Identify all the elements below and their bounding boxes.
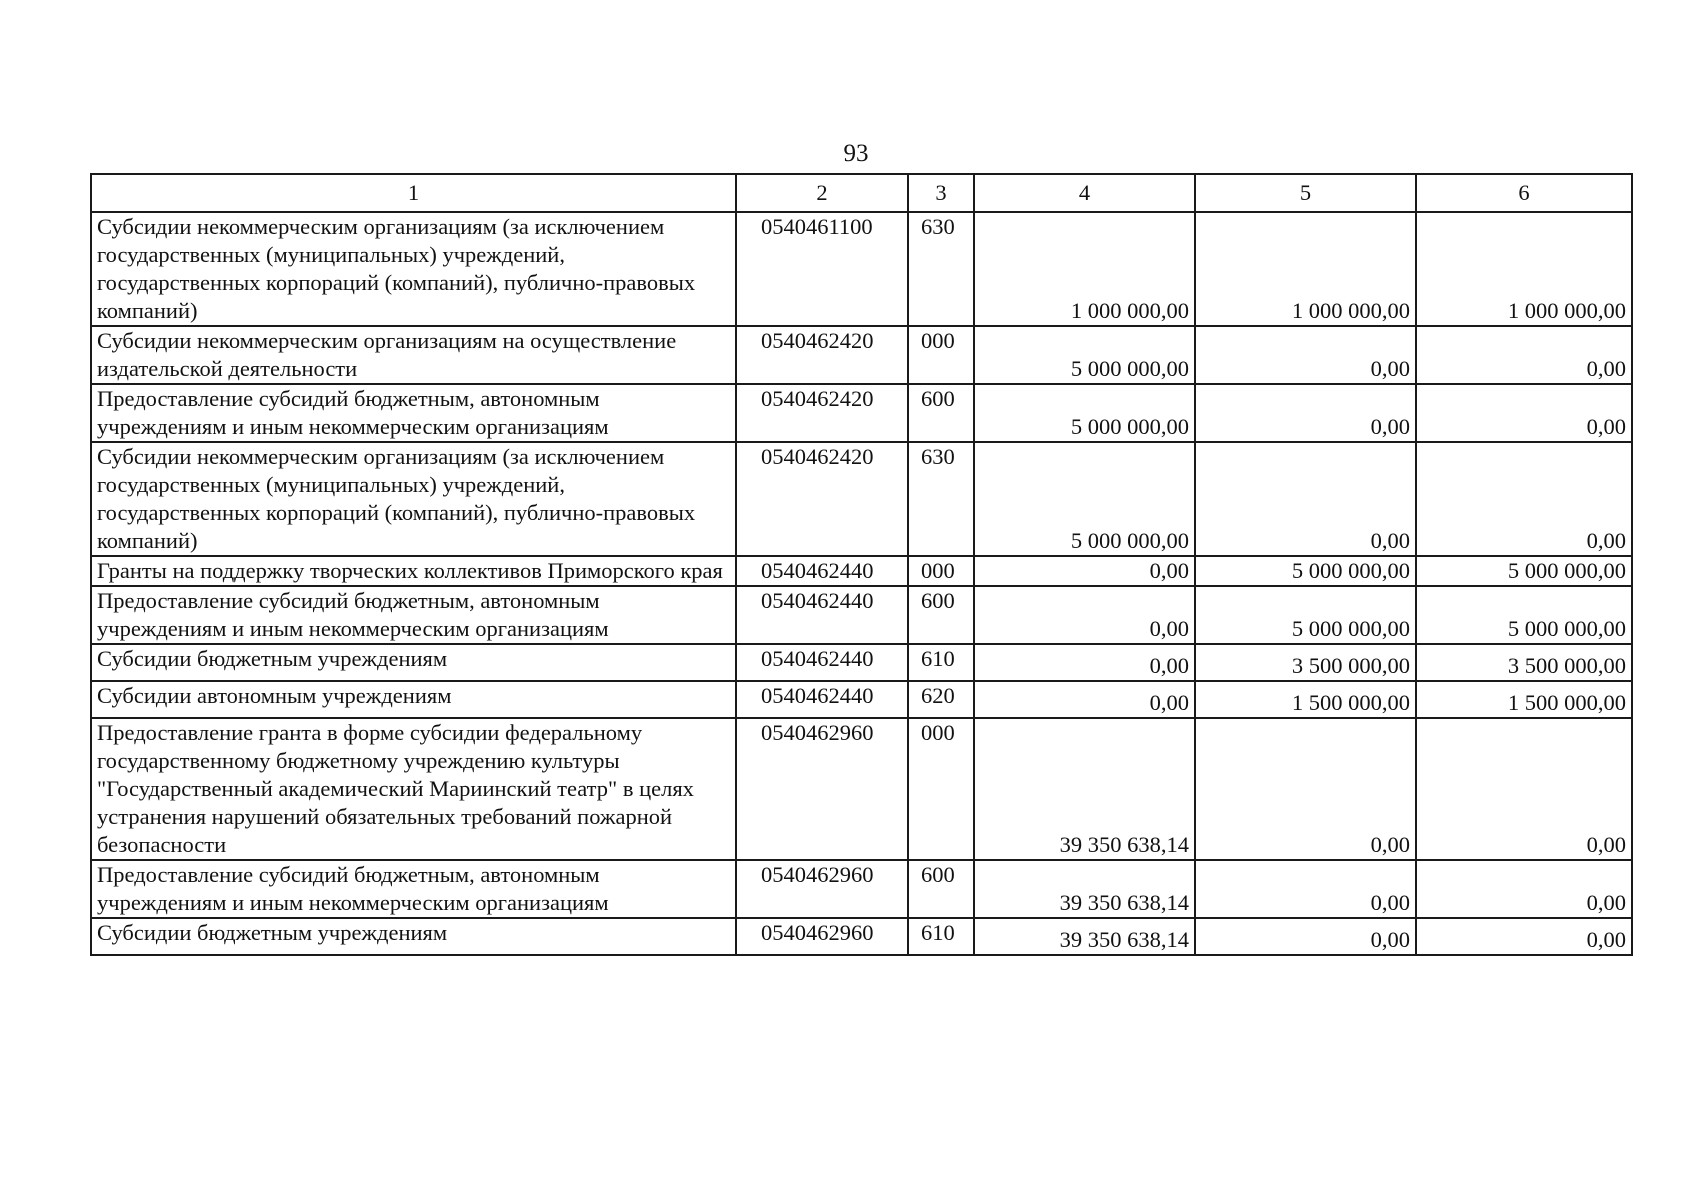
row-amount-col4: 39 350 638,14	[974, 860, 1195, 918]
column-header: 5	[1195, 174, 1416, 212]
table-row	[91, 718, 1632, 860]
column-header: 4	[974, 174, 1195, 212]
row-amount-col6: 0,00	[1416, 718, 1632, 860]
row-amount-col4: 5 000 000,00	[974, 326, 1195, 384]
row-code-cell: 0540462420	[736, 326, 908, 384]
row-expense-type-cell: 600	[908, 586, 974, 644]
row-code-cell: 0540462440	[736, 586, 908, 644]
row-name-cell: Предоставление субсидий бюджетным, автономным учреждениям и иным некоммерческим организациям	[91, 860, 736, 918]
column-header: 1	[91, 174, 736, 212]
row-code-cell: 0540462420	[736, 384, 908, 442]
row-amount-col5: 0,00	[1195, 326, 1416, 384]
row-amount-col6: 5 000 000,00	[1416, 586, 1632, 644]
table-row	[91, 556, 1632, 586]
row-code-cell: 0540462420	[736, 442, 908, 556]
row-amount-col4: 0,00	[974, 586, 1195, 644]
row-amount-col6: 0,00	[1416, 860, 1632, 918]
column-header: 6	[1416, 174, 1632, 212]
row-name-cell: Субсидии некоммерческим организациям (за исключением государственных (муниципальных) учреждений, государственных корпораций (компаний), публично-правовых компаний)	[91, 442, 736, 556]
row-amount-col4: 39 350 638,14	[974, 918, 1195, 955]
row-name-cell: Гранты на поддержку творческих коллективов Приморского края	[91, 556, 736, 586]
table-header-row	[91, 174, 1632, 212]
row-name-cell: Предоставление субсидий бюджетным, автономным учреждениям и иным некоммерческим организациям	[91, 384, 736, 442]
row-name-cell: Предоставление гранта в форме субсидии федеральному государственному бюджетному учреждению культуры "Государственный академический Мариинский театр" в целях устранения нарушений обязательных требований пожарной безопасности	[91, 718, 736, 860]
row-expense-type-cell: 610	[908, 644, 974, 681]
row-expense-type-cell: 000	[908, 326, 974, 384]
row-amount-col5: 3 500 000,00	[1195, 644, 1416, 681]
row-amount-col5: 0,00	[1195, 718, 1416, 860]
row-amount-col5: 5 000 000,00	[1195, 586, 1416, 644]
row-name-cell: Субсидии бюджетным учреждениям	[91, 644, 736, 681]
row-expense-type-cell: 000	[908, 718, 974, 860]
row-amount-col5: 0,00	[1195, 860, 1416, 918]
row-amount-col5: 0,00	[1195, 918, 1416, 955]
row-amount-col4: 1 000 000,00	[974, 212, 1195, 326]
table-row	[91, 644, 1632, 681]
row-code-cell: 0540462960	[736, 718, 908, 860]
budget-table	[90, 173, 1633, 956]
table-row	[91, 918, 1632, 955]
column-header: 2	[736, 174, 908, 212]
table-row	[91, 586, 1632, 644]
table-row	[91, 681, 1632, 718]
row-code-cell: 0540462960	[736, 860, 908, 918]
table-row	[91, 384, 1632, 442]
row-expense-type-cell: 610	[908, 918, 974, 955]
row-expense-type-cell: 600	[908, 860, 974, 918]
row-name-cell: Предоставление субсидий бюджетным, автономным учреждениям и иным некоммерческим организациям	[91, 586, 736, 644]
row-code-cell: 0540461100	[736, 212, 908, 326]
row-name-cell: Субсидии бюджетным учреждениям	[91, 918, 736, 955]
row-amount-col4: 0,00	[974, 556, 1195, 586]
table-row	[91, 442, 1632, 556]
row-amount-col5: 0,00	[1195, 442, 1416, 556]
row-amount-col4: 0,00	[974, 644, 1195, 681]
row-amount-col6: 0,00	[1416, 326, 1632, 384]
page-number: 93	[843, 140, 869, 167]
row-code-cell: 0540462960	[736, 918, 908, 955]
row-amount-col4: 5 000 000,00	[974, 442, 1195, 556]
row-amount-col4: 39 350 638,14	[974, 718, 1195, 860]
row-amount-col6: 3 500 000,00	[1416, 644, 1632, 681]
row-expense-type-cell: 620	[908, 681, 974, 718]
row-expense-type-cell: 630	[908, 442, 974, 556]
row-code-cell: 0540462440	[736, 556, 908, 586]
row-amount-col4: 5 000 000,00	[974, 384, 1195, 442]
row-name-cell: Субсидии автономным учреждениям	[91, 681, 736, 718]
row-amount-col6: 0,00	[1416, 442, 1632, 556]
row-code-cell: 0540462440	[736, 681, 908, 718]
row-amount-col5: 0,00	[1195, 384, 1416, 442]
row-amount-col6: 1 500 000,00	[1416, 681, 1632, 718]
table-row	[91, 326, 1632, 384]
row-expense-type-cell: 630	[908, 212, 974, 326]
row-amount-col6: 0,00	[1416, 384, 1632, 442]
column-header: 3	[908, 174, 974, 212]
table-row	[91, 212, 1632, 326]
row-expense-type-cell: 600	[908, 384, 974, 442]
row-code-cell: 0540462440	[736, 644, 908, 681]
row-name-cell: Субсидии некоммерческим организациям (за исключением государственных (муниципальных) учреждений, государственных корпораций (компаний), публично-правовых компаний)	[91, 212, 736, 326]
row-amount-col5: 1 500 000,00	[1195, 681, 1416, 718]
row-amount-col4: 0,00	[974, 681, 1195, 718]
row-amount-col6: 5 000 000,00	[1416, 556, 1632, 586]
row-amount-col5: 1 000 000,00	[1195, 212, 1416, 326]
table-row	[91, 860, 1632, 918]
row-name-cell: Субсидии некоммерческим организациям на осуществление издательской деятельности	[91, 326, 736, 384]
row-amount-col6: 0,00	[1416, 918, 1632, 955]
row-amount-col6: 1 000 000,00	[1416, 212, 1632, 326]
row-expense-type-cell: 000	[908, 556, 974, 586]
row-amount-col5: 5 000 000,00	[1195, 556, 1416, 586]
